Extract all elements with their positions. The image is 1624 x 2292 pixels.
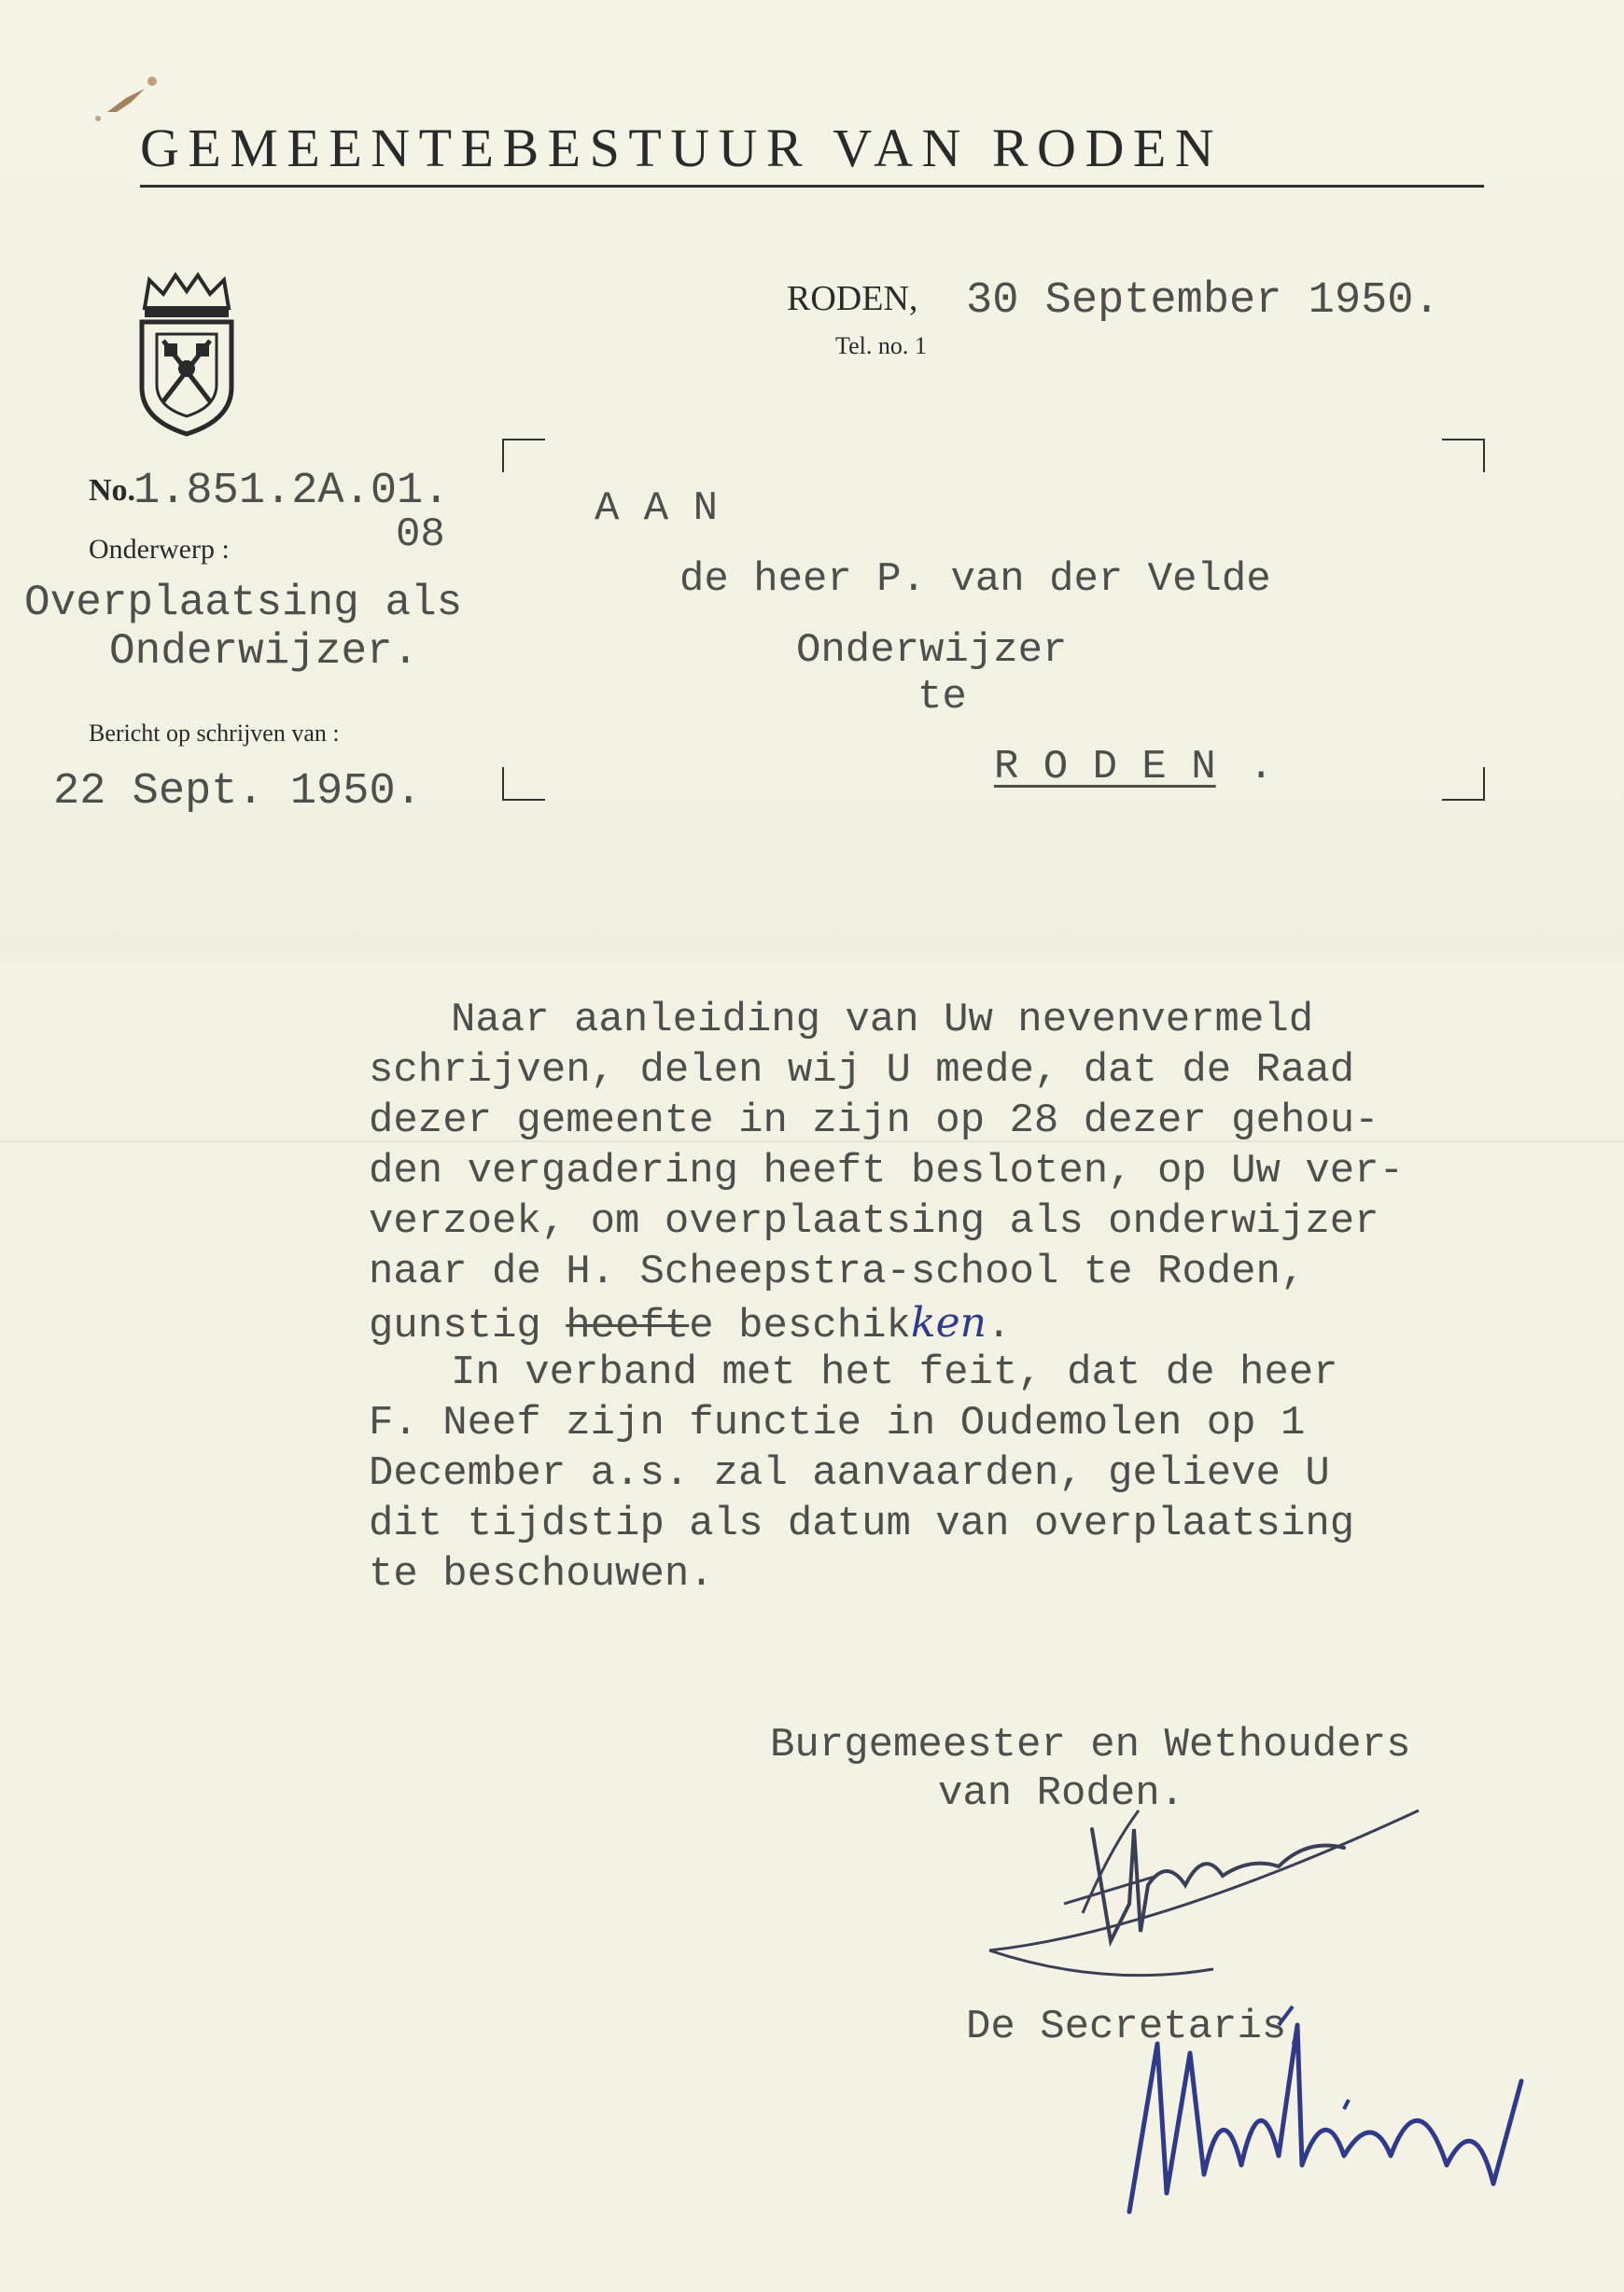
body-line-11: dit tijdstip als datum van overplaatsing	[369, 1501, 1355, 1547]
address-bracket-top-right	[1442, 439, 1485, 472]
body-line-1: Naar aanleiding van Uw nevenvermeld	[451, 997, 1314, 1043]
reply-date: 22 Sept. 1950.	[53, 767, 422, 817]
letter-date: 30 September 1950.	[966, 276, 1440, 326]
reference-number: 1.851.2A.01.	[133, 467, 450, 516]
phone-label: Tel. no. 1	[835, 332, 927, 359]
letterhead-title: GEMEENTEBESTUUR VAN RODEN	[140, 112, 1484, 188]
coat-of-arms-icon	[131, 271, 243, 439]
body-line-12: te beschouwen.	[369, 1551, 714, 1598]
secretary-label: De Secretaris,	[966, 2004, 1311, 2050]
subject-line-2: Onderwijzer.	[109, 627, 419, 676]
addressee-name: de heer P. van der Velde	[679, 556, 1271, 603]
body-line-6: naar de H. Scheepstra-school te Roden,	[369, 1249, 1306, 1295]
reference-number-suffix: 08	[396, 511, 445, 558]
body-line-7-end: .	[986, 1303, 1012, 1349]
body-line-7-middle: e beschik	[689, 1303, 911, 1349]
body-line-2: schrijven, delen wij U mede, dat de Raad	[369, 1047, 1355, 1094]
subject-line-1: Overplaatsing als	[24, 579, 463, 627]
body-line-8: In verband met het feit, dat de heer	[451, 1349, 1338, 1396]
closing-line-2: van Roden.	[938, 1770, 1185, 1817]
reply-label: Bericht op schrijven van :	[89, 720, 340, 747]
secretary-signature	[1101, 1969, 1549, 2249]
addressee-role: Onderwijzer	[796, 627, 1068, 674]
body-line-3: dezer gemeente in zijn op 28 dezer gehou-	[369, 1097, 1379, 1144]
body-line-5: verzoek, om overplaatsing als onderwijzer	[369, 1198, 1379, 1245]
address-bracket-bottom-right	[1442, 767, 1485, 801]
body-line-4: den vergadering heeft besloten, op Uw ver-	[369, 1148, 1404, 1195]
place-label: RODEN,	[787, 279, 918, 318]
body-line-9: F. Neef zijn functie in Oudemolen op 1	[369, 1400, 1306, 1446]
handwritten-correction: ken	[910, 1299, 987, 1347]
addressee-city: R O D E N	[994, 744, 1216, 790]
address-bracket-bottom-left	[502, 767, 545, 801]
subject-label: Onderwerp :	[89, 534, 230, 565]
body-line-7	[369, 1299, 1011, 1349]
closing-line-1: Burgemeester en Wethouders	[770, 1722, 1411, 1768]
addressee-aan: A A N	[595, 485, 719, 532]
body-line-10: December a.s. zal aanvaarden, gelieve U	[369, 1450, 1330, 1497]
struck-word: heeft	[566, 1303, 690, 1349]
addressee-city-dot: .	[1249, 744, 1274, 790]
address-bracket-top-left	[502, 439, 545, 472]
addressee-te: te	[917, 674, 967, 720]
body-line-7-start: gunstig	[369, 1303, 567, 1349]
reference-number-label: No.	[89, 473, 136, 508]
